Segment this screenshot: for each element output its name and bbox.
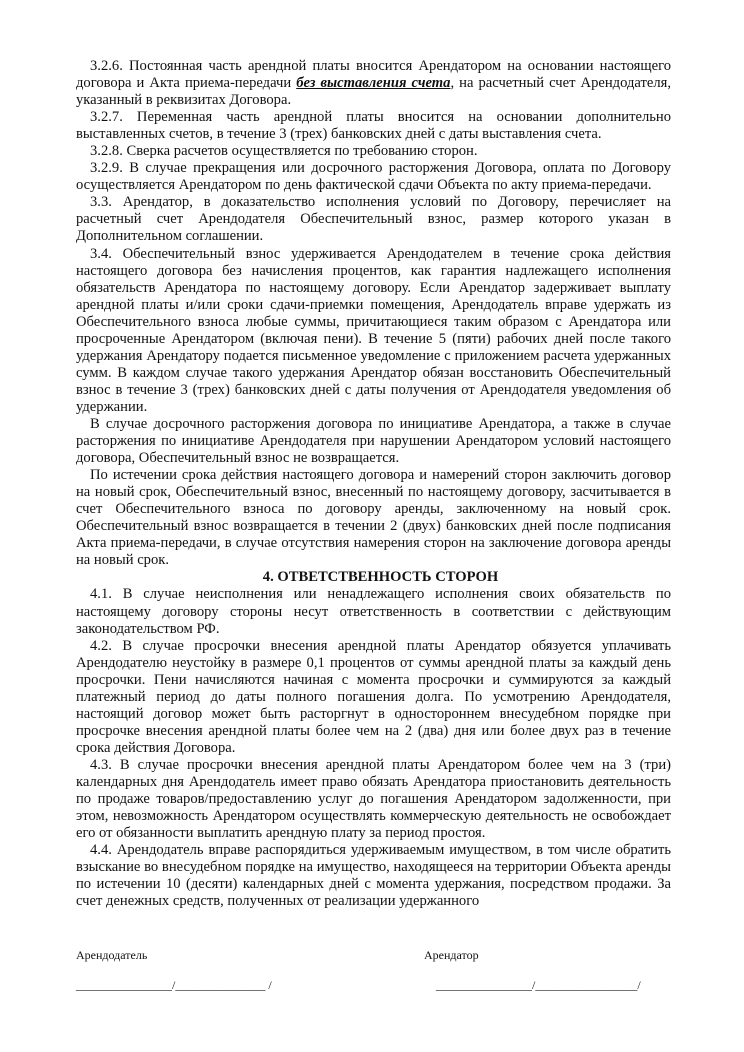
clause-3-2-8: 3.2.8. Сверка расчетов осуществляется по требованию сторон. xyxy=(90,143,478,160)
lessor-label: Арендодатель xyxy=(76,948,148,962)
emphasis-no-invoice: без выставления счета xyxy=(296,75,451,92)
clause-3-4-expiry: По истечении срока действия настоящего договора и намерений сторон заключить договор на новый срок, Обеспечительный взнос, внесенный по настоящему договору, засчитывается в счет Обеспечительного взноса по договору аренды, заключенному на новый срок. Обеспечительный взнос возвращается в течении 2 (двух) банковских дней после подписания Акта приема-передачи, в случае отсутствия намерения сторон на заключение договора аренды на новый срок. xyxy=(76,467,671,569)
clause-text: , на расчетный счет Арендодателя, указанный в реквизитах Договора. xyxy=(76,75,672,109)
document-page xyxy=(76,58,671,910)
clause-4-4: 4.4. Арендодатель вправе распорядиться удерживаемым имуществом, в том числе обратить взыскание во внесудебном порядке на имущество, находящееся на территории Объекта аренды по истечении 10 (десяти) календарных дней с момента удержания, посредством продажи. За счет денежных средств, полученных от реализации удержанного xyxy=(76,842,671,910)
clause-3-3: 3.3. Арендатор, в доказательство исполнения условий по Договору, перечисляет на расчетный счет Арендодателя Обеспечительный взнос, размер которого указан в Дополнительном соглашении. xyxy=(76,194,671,245)
section-heading-4: 4. ОТВЕТСТВЕННОСТЬ СТОРОН xyxy=(262,569,499,586)
clause-3-4-early-termination: В случае досрочного расторжения договора по инициативе Арендатора, а также в случае расторжения по инициативе Арендодателя при нарушении Арендатором условий настоящего договора, Обеспечительный взнос не возвращается. xyxy=(76,415,671,467)
clause-text: 3.2.6. Постоянная часть арендной платы вносится Арендатором на основании настоящего договора и Акта приема-передачи xyxy=(76,58,671,92)
clause-4-2: 4.2. В случае просрочки внесения арендной платы Арендатор обязуется уплачивать Арендодателю неустойку в размере 0,1 процентов от суммы арендной платы за каждый день просрочки. Пени начисляются начиная с момента просрочки и суммируются за каждый платежный период до даты полного погашения долга. По усмотрению Арендодателя, настоящий договор может быть расторгнут в одностороннем внесудебном порядке при просрочке внесения арендной платы более чем на 2 (два) дня или более двух раз в течение срока действия Договора. xyxy=(76,637,671,756)
lessee-label: Арендатор xyxy=(424,948,479,962)
clause-4-1: 4.1. В случае неисполнения или ненадлежащего исполнения своих обязательств по настоящему договору стороны несут ответственность в соответствии с действующим законодательством РФ. xyxy=(76,586,671,637)
lessee-signature-line: ________________/_________________/ xyxy=(436,978,641,992)
clause-3-4: 3.4. Обеспечительный взнос удерживается Арендодателем в течение срока действия настоящего договора без начисления процентов, как гарантия надлежащего исполнения обязательств Арендатора по настоящему договору. Если Арендатор задерживает выплату арендной платы и/или сроки сдачи-приемки помещения, Арендодатель вправе удержать из Обеспечительного взноса любые суммы, причитающиеся таким образом с Арендатора или просроченные Арендатором (включая пени). В течение 5 (пяти) рабочих дней после такого удержания Арендатору подается письменное уведомление с приложением расчета удержанных сумм. В каждом случае такого удержания Арендатор обязан восстановить Обеспечительный взнос в течение 3 (трех) банковских дней с даты получения от Арендодателя уведомления об удержании. xyxy=(76,245,671,415)
lessor-signature-line: ________________/_______________ / xyxy=(76,978,272,992)
clause-3-2-7: 3.2.7. Переменная часть арендной платы вносится на основании дополнительно выставленных счетов, в течение 3 (трех) банковских дней с даты выставления счета. xyxy=(76,109,671,143)
clause-3-2-6 xyxy=(76,58,671,109)
clause-4-3: 4.3. В случае просрочки внесения арендной платы Арендатором более чем на 3 (три) календарных дня Арендодатель имеет право обязать Арендатора приостановить деятельность по продаже товаров/предоставлению услуг до погашения Арендатором задолженности, при этом, невозможность Арендатором осуществлять коммерческую деятельность не освобождает его от обязанности выплатить арендную плату за период простоя. xyxy=(76,756,671,842)
clause-3-2-9: 3.2.9. В случае прекращения или досрочного расторжения Договора, оплата по Договору осуществляется Арендатором по день фактической сдачи Объекта по акту приема-передачи. xyxy=(76,160,671,194)
